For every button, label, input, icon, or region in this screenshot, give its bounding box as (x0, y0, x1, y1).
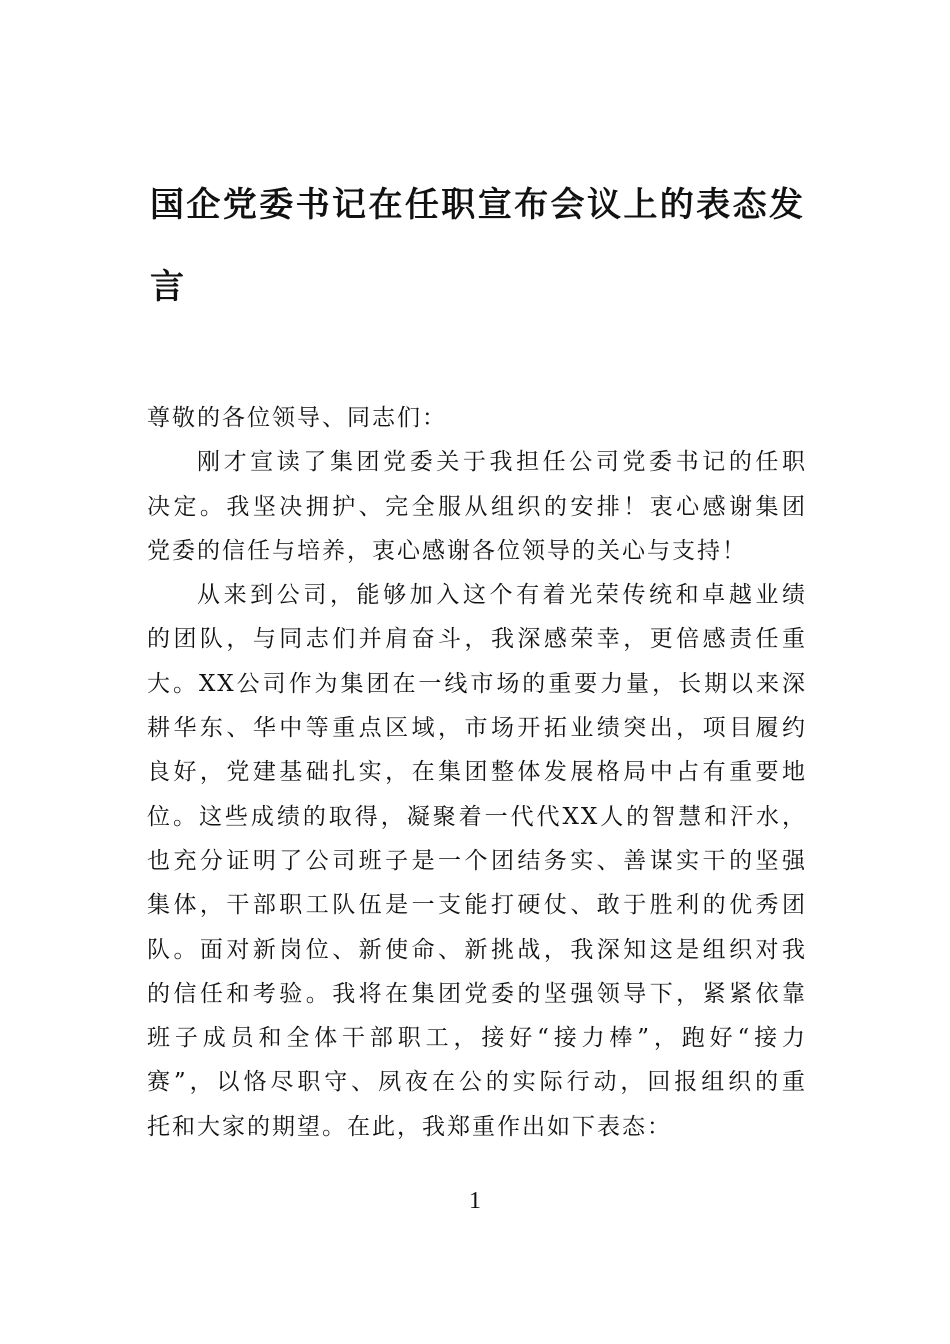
paragraph-line: 大。XX公司作为集团在一线市场的重要力量，长期以来深 (147, 670, 807, 697)
paragraph-1 (147, 440, 807, 573)
title-line-2: 言 (150, 267, 186, 307)
paragraph-line: 从来到公司，能够加入这个有着光荣传统和卓越业绩 (197, 582, 807, 609)
paragraph-line: 的信任和考验。我将在集团党委的坚强领导下，紧紧依靠 (147, 980, 807, 1007)
salutation: 尊敬的各位领导、同志们： (147, 405, 447, 431)
document-body (147, 396, 807, 1149)
paragraph-line: 赛”，以恪尽职守、夙夜在公的实际行动，回报组织的重 (147, 1069, 807, 1096)
paragraph-line: 的团队，与同志们并肩奋斗，我深感荣幸，更倍感责任重 (147, 626, 807, 653)
paragraph-line: 决定。我坚决拥护、完全服从组织的安排！衷心感谢集团 (147, 493, 807, 520)
paragraph-line: 也充分证明了公司班子是一个团结务实、善谋实干的坚强 (147, 847, 807, 874)
document-title (150, 164, 805, 328)
paragraph-line: 良好，党建基础扎实，在集团整体发展格局中占有重要地 (147, 759, 807, 786)
paragraph-line: 位。这些成绩的取得，凝聚着一代代XX人的智慧和汗水， (147, 803, 807, 830)
paragraph-line: 托和大家的期望。在此，我郑重作出如下表态： (147, 1113, 672, 1140)
page-number: 1 (469, 1188, 481, 1214)
paragraph-line: 耕华东、华中等重点区域，市场开拓业绩突出，项目履约 (147, 715, 807, 742)
paragraph-line: 班子成员和全体干部职工，接好“接力棒”，跑好“接力 (147, 1025, 807, 1052)
title-line-1: 国企党委书记在任职宣布会议上的表态发 (150, 185, 805, 225)
paragraph-line: 党委的信任与培养，衷心感谢各位领导的关心与支持！ (147, 537, 747, 564)
paragraph-2 (147, 573, 807, 1149)
paragraph-line: 刚才宣读了集团党委关于我担任公司党委书记的任职 (197, 449, 807, 476)
paragraph-line: 集体，干部职工队伍是一支能打硬仗、敢于胜利的优秀团 (147, 892, 807, 919)
paragraph-line: 队。面对新岗位、新使命、新挑战，我深知这是组织对我 (147, 936, 807, 963)
